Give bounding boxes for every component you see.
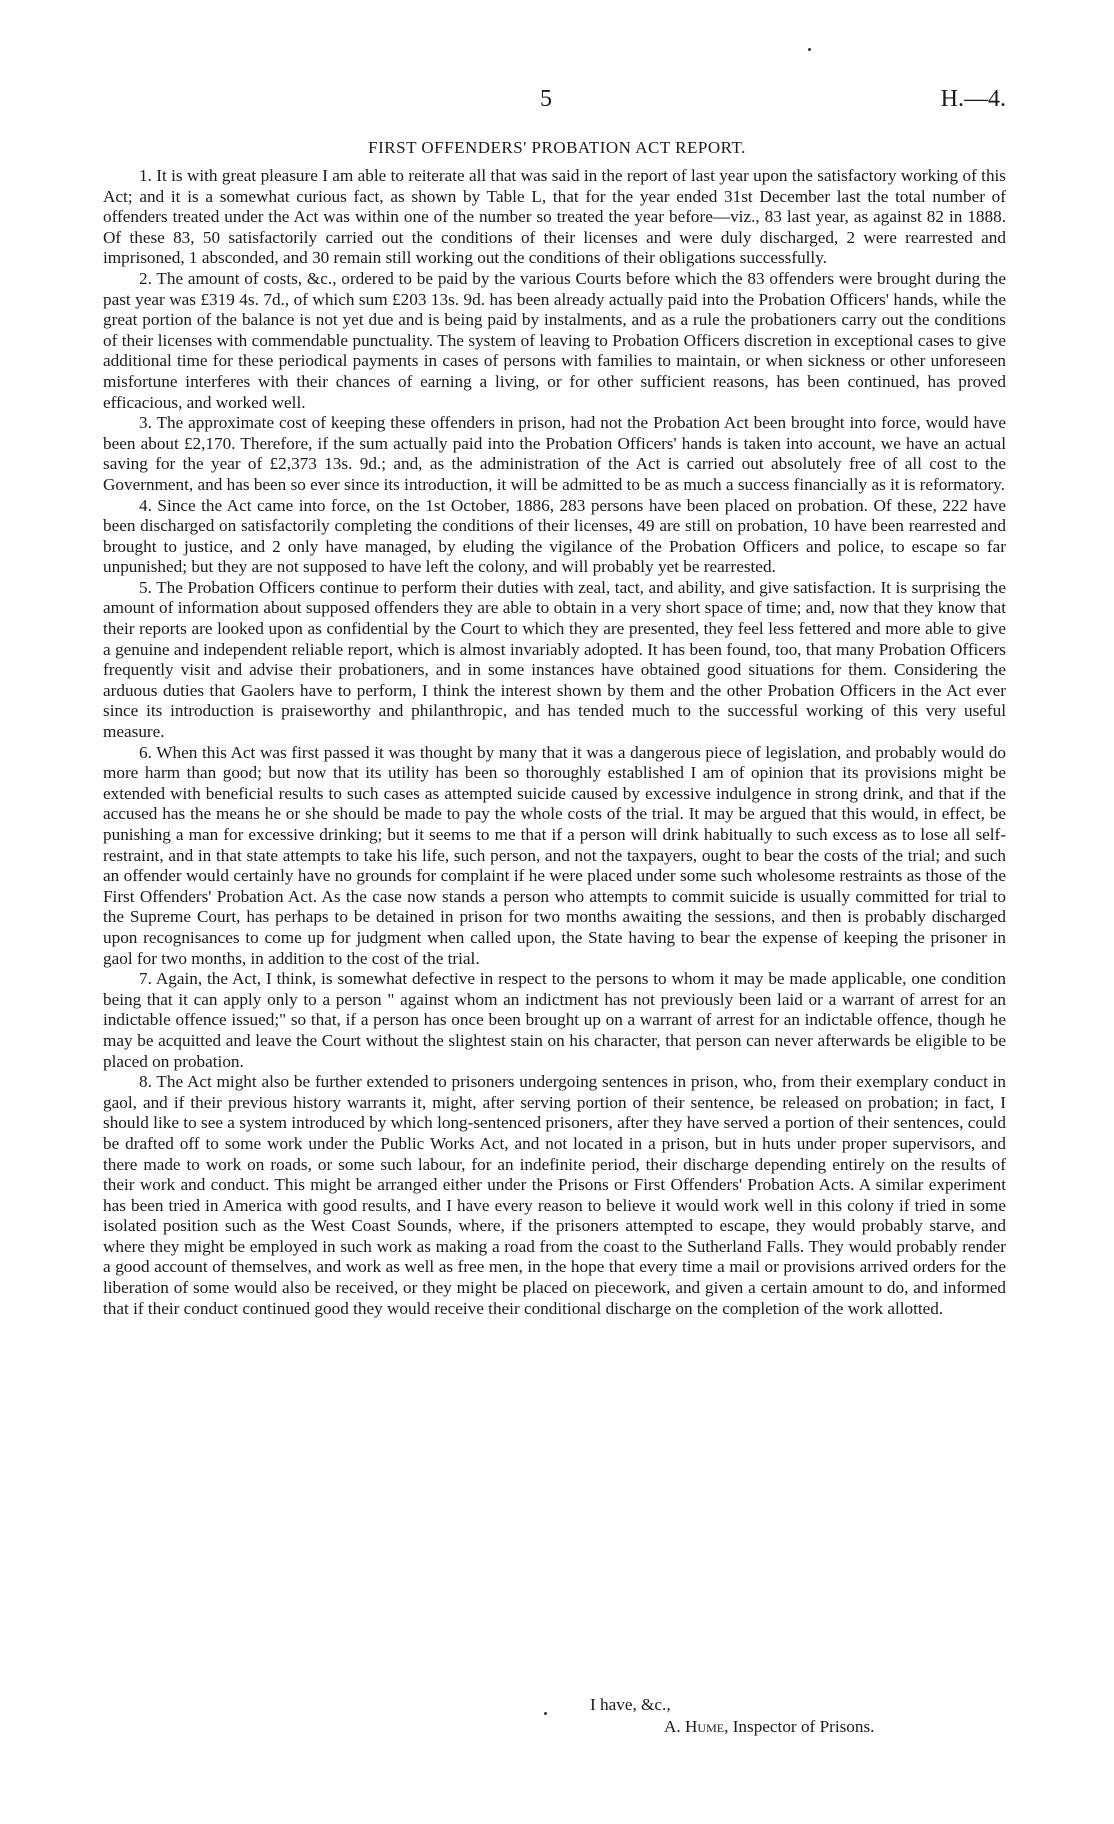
signature-initial: A.: [664, 1717, 686, 1736]
speck-mark: [544, 1712, 547, 1715]
report-body: [103, 166, 1006, 1319]
salutation: I have, &c.,: [590, 1695, 671, 1714]
report-title: FIRST OFFENDERS' PROBATION ACT REPORT.: [368, 138, 746, 157]
paragraph-3: 3. The approximate cost of keeping these offenders in prison, had not the Probation Act been brought into force, would have been about £2,170. Therefore, if the sum actually paid into the Probation Officers' hands is taken into account, we have an actual saving for the year of £2,373 13s. 9d.; and, as the administration of the Act is carried out absolutely free of all cost to the Government, and has been so ever since its introduction, it will be admitted to be as much a success financially as it is reformatory.: [103, 413, 1006, 494]
signature-name: Hume: [685, 1717, 725, 1736]
paragraph-8: 8. The Act might also be further extended to prisoners undergoing sentences in prison, who, from their exemplary conduct in gaol, and if their previous history warrants it, might, after serving portion of their sentence, be released on probation; in fact, I should like to see a system introduced by which long-sentenced prisoners, after they have served a portion of their sentences, could be drafted off to some work under the Public Works Act, and not located in a prison, but in huts under proper supervisors, and there made to work on roads, or some such labour, for an indefinite period, their discharge depending entirely on the results of their work and conduct. This might be arranged either under the Prisons or First Offenders' Probation Acts. A similar experiment has been tried in America with good results, and I have every reason to believe it would work well in this colony if tried in some isolated position such as the West Coast Sounds, where, if the prisoners attempted to escape, they would probably starve, and where they might be employed in such work as making a road from the coast to the Sutherland Falls. They would probably render a good account of themselves, and work as well as free men, in the hope that every time a mail or provisions arrived orders for the liberation of some would also be received, or they might be placed on piecework, and given a certain amount to do, and informed that if their conduct continued good they would receive their conditional discharge on the completion of the work allotted.: [103, 1072, 1006, 1318]
paragraph-4: 4. Since the Act came into force, on the 1st October, 1886, 283 persons have been placed on probation. Of these, 222 have been discharged on satisfactorily completing the conditions of their licenses, 49 are still on probation, 10 have been rearrested and brought to justice, and 2 only have managed, by eluding the vigilance of the Probation Officers and police, to escape so far unpunished; but they are not supposed to have left the colony, and will probably yet be rearrested.: [103, 495, 1006, 577]
page-number: 5: [540, 86, 552, 112]
paragraph-6: 6. When this Act was first passed it was thought by many that it was a dangerous piece of legislation, and probably would do more harm than good; but now that its utility has been so thoroughly established I am of opinion that its provisions might be extended with beneficial results to such cases as attempted suicide caused by excessive indulgence in strong drink, and that if the accused has the means he or she should be made to pay the whole costs of the trial. It may be argued that this would, in effect, be punishing a man for excessive drinking; but it seems to me that if a person will drink habitually to such excess as to lose all self-restraint, and in that state attempts to take his life, such person, and not the taxpayers, ought to bear the costs of the trial; and such an offender would certainly have no grounds for complaint if he were placed under some such wholesome restraints as those of the First Offenders' Probation Act. As the case now stands a person who attempts to commit suicide is usually committed for trial to the Supreme Court, has perhaps to be detained in prison for two months awaiting the sessions, and then is probably discharged upon recognisances to come up for judgment when called upon, the State having to bear the expense of keeping the prisoner in gaol for two months, in addition to the cost of the trial.: [103, 742, 1006, 968]
signature-title: , Inspector of Prisons.: [724, 1717, 875, 1736]
signature: [664, 1716, 874, 1738]
paragraph-2: 2. The amount of costs, &c., ordered to be paid by the various Courts before which the 83 offenders were brought during the past year was £319 4s. 7d., of which sum £203 13s. 9d. has been already actually paid into the Probation Officers' hands, while the great portion of the balance is not yet due and is being paid by instalments, and as a rule the probationers carry out the conditions of their licenses with commendable punctuality. The system of leaving to Probation Officers discretion in exceptional cases to give additional time for these periodical payments in cases of persons with families to maintain, or when sickness or other unforeseen misfortune interferes with their chances of earning a living, or for other sufficient reasons, has been continued, has proved efficacious, and worked well.: [103, 268, 1006, 412]
speck-mark: [808, 48, 811, 51]
document-reference: H.—4.: [940, 86, 1006, 112]
paragraph-7: 7. Again, the Act, I think, is somewhat defective in respect to the persons to whom it may be made applicable, one condition being that it can apply only to a person " against whom an indictment has not previously been laid or a warrant of arrest for an indictable offence issued;" so that, if a person has once been brought up on a warrant of arrest for an indictable offence, though he may be acquitted and leave the Court without the slightest stain on his character, that person can never afterwards be eligible to be placed on probation.: [103, 969, 1006, 1071]
paragraph-1: 1. It is with great pleasure I am able to reiterate all that was said in the report of last year upon the satisfactory working of this Act; and it is a somewhat curious fact, as shown by Table L, that for the year ended 31st December last the total number of offenders treated under the Act was within one of the number so treated the year before—viz., 83 last year, as against 82 in 1888. Of these 83, 50 satisfactorily carried out the conditions of their licenses and were duly discharged, 2 were rearrested and imprisoned, 1 absconded, and 30 remain still working out the conditions of their obligations successfully.: [103, 166, 1006, 268]
paragraph-5: 5. The Probation Officers continue to perform their duties with zeal, tact, and ability, and give satisfaction. It is surprising the amount of information about supposed offenders they are able to obtain in a very short space of time; and, now that they know that their reports are looked upon as confidential by the Court to which they are presented, they feel less fettered and more able to give a genuine and independent reliable report, which is almost invariably adopted. It has been found, too, that many Probation Officers frequently visit and advise their probationers, and in some instances have obtained good situations for them. Considering the arduous duties that Gaolers have to perform, I think the interest shown by them and the other Probation Officers in the Act ever since its introduction is praiseworthy and philanthropic, and has tended much to the successful working of this very useful measure.: [103, 577, 1006, 742]
